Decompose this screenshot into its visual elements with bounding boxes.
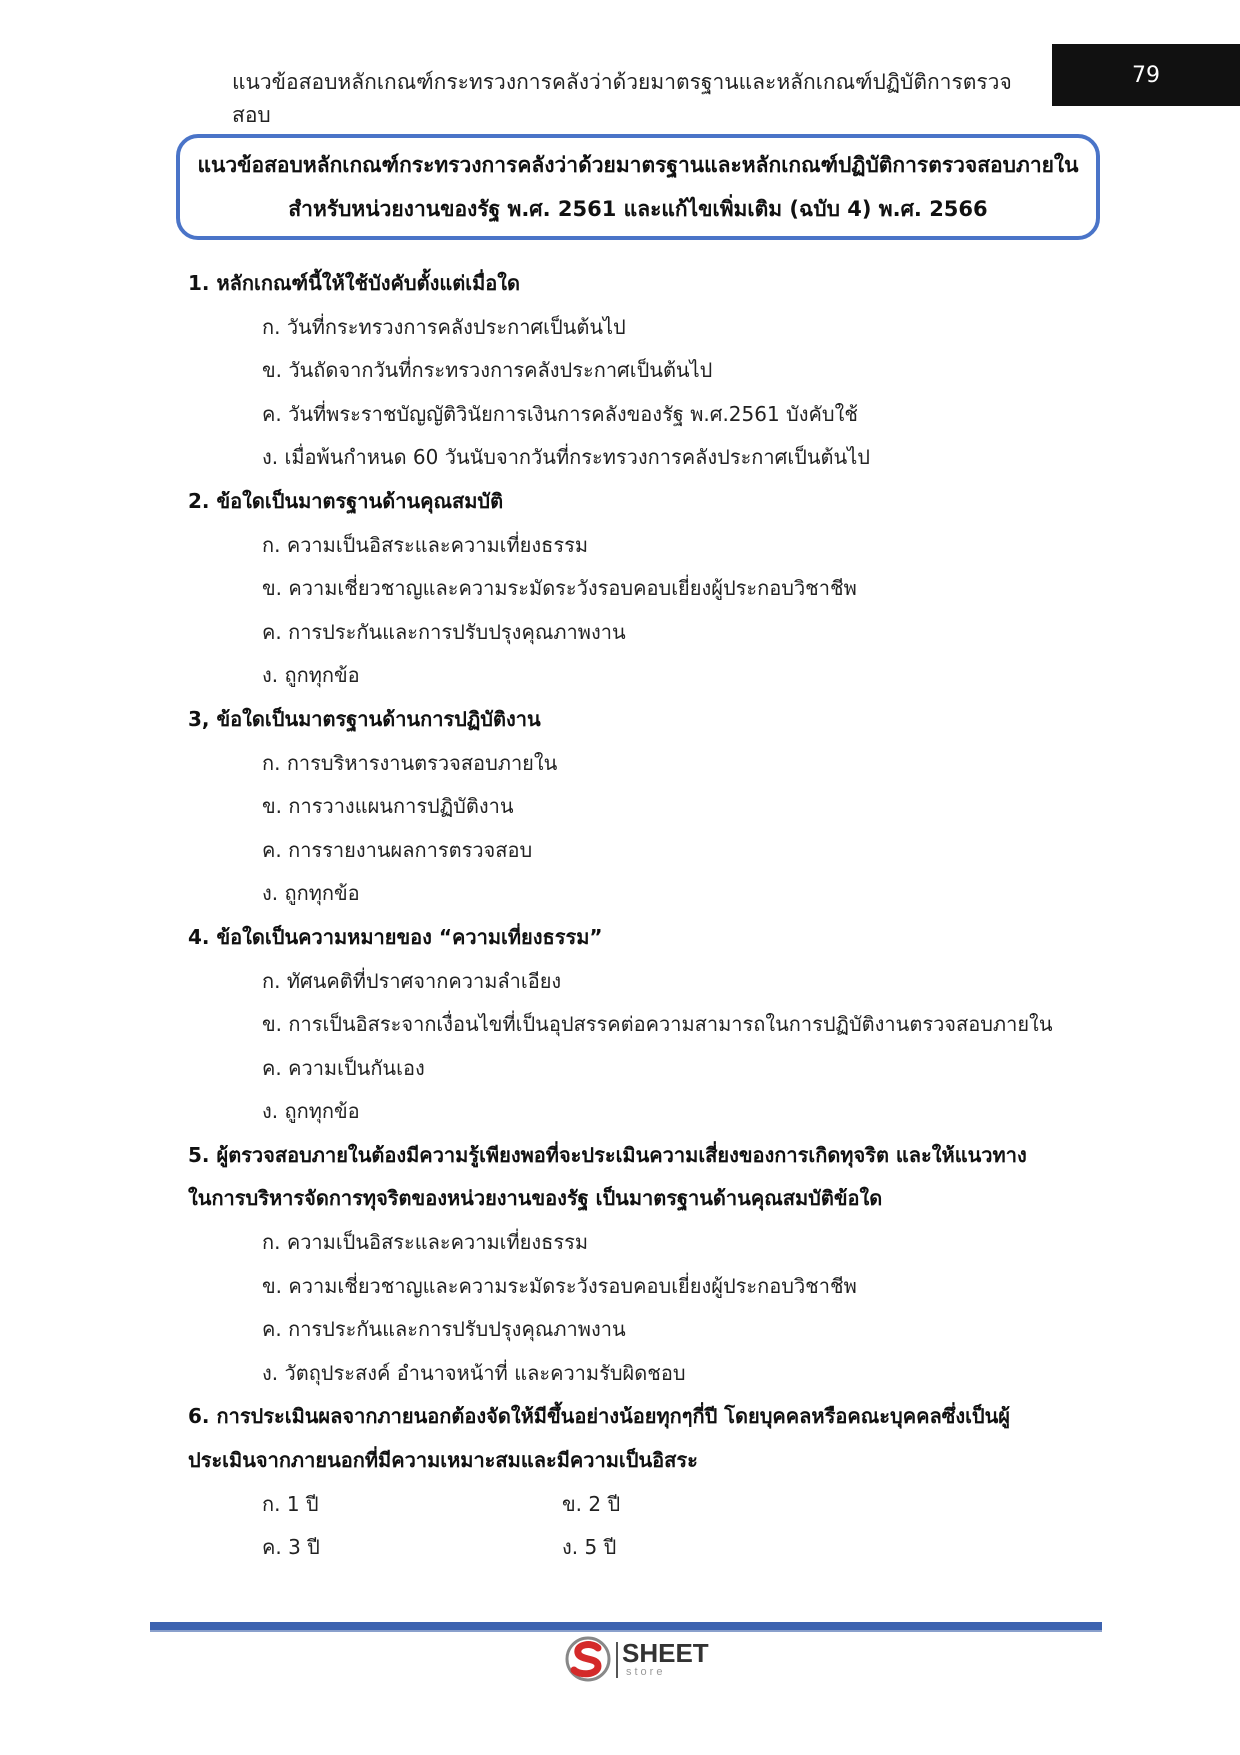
- answer-row: [188, 1526, 1098, 1570]
- page-number-box: [1052, 44, 1240, 106]
- answer-option: ค. 3 ปี: [262, 1535, 320, 1560]
- answer-option: ก. ความเป็นอิสระและความเที่ยงธรรม: [262, 1230, 589, 1255]
- answer-option: ค. การประกันและการปรับปรุงคุณภาพงาน: [262, 619, 626, 644]
- question-block: [188, 1134, 1098, 1396]
- running-header: แนวข้อสอบหลักเกณฑ์กระทรวงการคลังว่าด้วยมาตรฐานและหลักเกณฑ์ปฏิบัติการตรวจสอบ: [232, 70, 1012, 127]
- question-block: [188, 1395, 1098, 1569]
- answer-option: ก. ทัศนคติที่ปราศจากความลำเอียง: [262, 968, 562, 993]
- answer-option: ง. ถูกทุกข้อ: [262, 881, 360, 906]
- logo-subtext: store: [626, 1666, 666, 1678]
- question-text-continued: ในการบริหารจัดการทุจริตของหน่วยงานของรัฐ เป็นมาตรฐานด้านคุณสมบัติข้อใด: [188, 1186, 883, 1211]
- answer-option: ง. วัตถุประสงค์ อำนาจหน้าที่ และความรับผิดชอบ: [262, 1360, 686, 1385]
- question-text: 6. การประเมินผลจากภายนอกต้องจัดให้มีขึ้นอย่างน้อยทุกๆกี่ปี โดยบุคคลหรือคณะบุคคลซึ่งเป็นผู้: [188, 1404, 1011, 1429]
- answer-option: ง. เมื่อพ้นกำหนด 60 วันนับจากวันที่กระทรวงการคลังประกาศเป็นต้นไป: [262, 445, 870, 470]
- question-block: [188, 262, 1098, 480]
- answer-option: ข. 2 ปี: [562, 1491, 621, 1516]
- answer-option: ข. ความเชี่ยวชาญและความระมัดระวังรอบคอบเยี่ยงผู้ประกอบวิชาชีพ: [262, 1273, 857, 1298]
- logo-divider: [616, 1642, 618, 1678]
- answer-option: ก. 1 ปี: [262, 1491, 319, 1516]
- question-list: [188, 262, 1098, 1570]
- question-text: 2. ข้อใดเป็นมาตรฐานด้านคุณสมบัติ: [188, 488, 504, 513]
- answer-option: ก. วันที่กระทรวงการคลังประกาศเป็นต้นไป: [262, 314, 626, 339]
- question-text-continued: ประเมินจากภายนอกที่มีความเหมาะสมและมีความเป็นอิสระ: [188, 1448, 698, 1473]
- footer-divider: [150, 1622, 1102, 1632]
- question-block: [188, 698, 1098, 916]
- page-number: 79: [1132, 62, 1160, 88]
- answer-option: ข. วันถัดจากวันที่กระทรวงการคลังประกาศเป็นต้นไป: [262, 358, 713, 383]
- title-box: [176, 134, 1100, 240]
- answer-option: ง. 5 ปี: [562, 1535, 617, 1560]
- question-text: 3, ข้อใดเป็นมาตรฐานด้านการปฏิบัติงาน: [188, 706, 541, 731]
- question-block: [188, 916, 1098, 1134]
- answer-option: ข. ความเชี่ยวชาญและความระมัดระวังรอบคอบเยี่ยงผู้ประกอบวิชาชีพ: [262, 576, 857, 601]
- answer-option: ง. ถูกทุกข้อ: [262, 663, 360, 688]
- answer-option: ก. ความเป็นอิสระและความเที่ยงธรรม: [262, 532, 589, 557]
- answer-option: ค. การประกันและการปรับปรุงคุณภาพงาน: [262, 1317, 626, 1342]
- question-block: [188, 480, 1098, 698]
- s-logo-icon: [564, 1634, 612, 1684]
- answer-row: [188, 1483, 1098, 1527]
- answer-option: ข. การเป็นอิสระจากเงื่อนไขที่เป็นอุปสรรคต่อความสามารถในการปฏิบัติงานตรวจสอบภายใน: [262, 1012, 1053, 1037]
- answer-option: ก. การบริหารงานตรวจสอบภายใน: [262, 750, 558, 775]
- answer-option: ข. การวางแผนการปฏิบัติงาน: [262, 794, 514, 819]
- answer-option: ค. ความเป็นกันเอง: [262, 1055, 425, 1080]
- sheet-store-logo: [564, 1634, 724, 1686]
- answer-option: ค. วันที่พระราชบัญญัติวินัยการเงินการคลังของรัฐ พ.ศ.2561 บังคับใช้: [262, 401, 858, 426]
- question-text: 1. หลักเกณฑ์นี้ให้ใช้บังคับตั้งแต่เมื่อใด: [188, 271, 521, 295]
- logo-wordmark: SHEET: [622, 1638, 709, 1668]
- title-line-1: แนวข้อสอบหลักเกณฑ์กระทรวงการคลังว่าด้วยมาตรฐานและหลักเกณฑ์ปฏิบัติการตรวจสอบภายใน: [197, 153, 1079, 177]
- answer-option: ง. ถูกทุกข้อ: [262, 1099, 360, 1124]
- question-text: 4. ข้อใดเป็นความหมายของ “ความเที่ยงธรรม”: [188, 924, 603, 949]
- question-text: 5. ผู้ตรวจสอบภายในต้องมีความรู้เพียงพอที่จะประเมินความเสี่ยงของการเกิดทุจริต และให้แนวทาง: [188, 1142, 1027, 1167]
- title-line-2: สำหรับหน่วยงานของรัฐ พ.ศ. 2561 และแก้ไขเพิ่มเติม (ฉบับ 4) พ.ศ. 2566: [288, 197, 988, 221]
- answer-option: ค. การรายงานผลการตรวจสอบ: [262, 837, 533, 862]
